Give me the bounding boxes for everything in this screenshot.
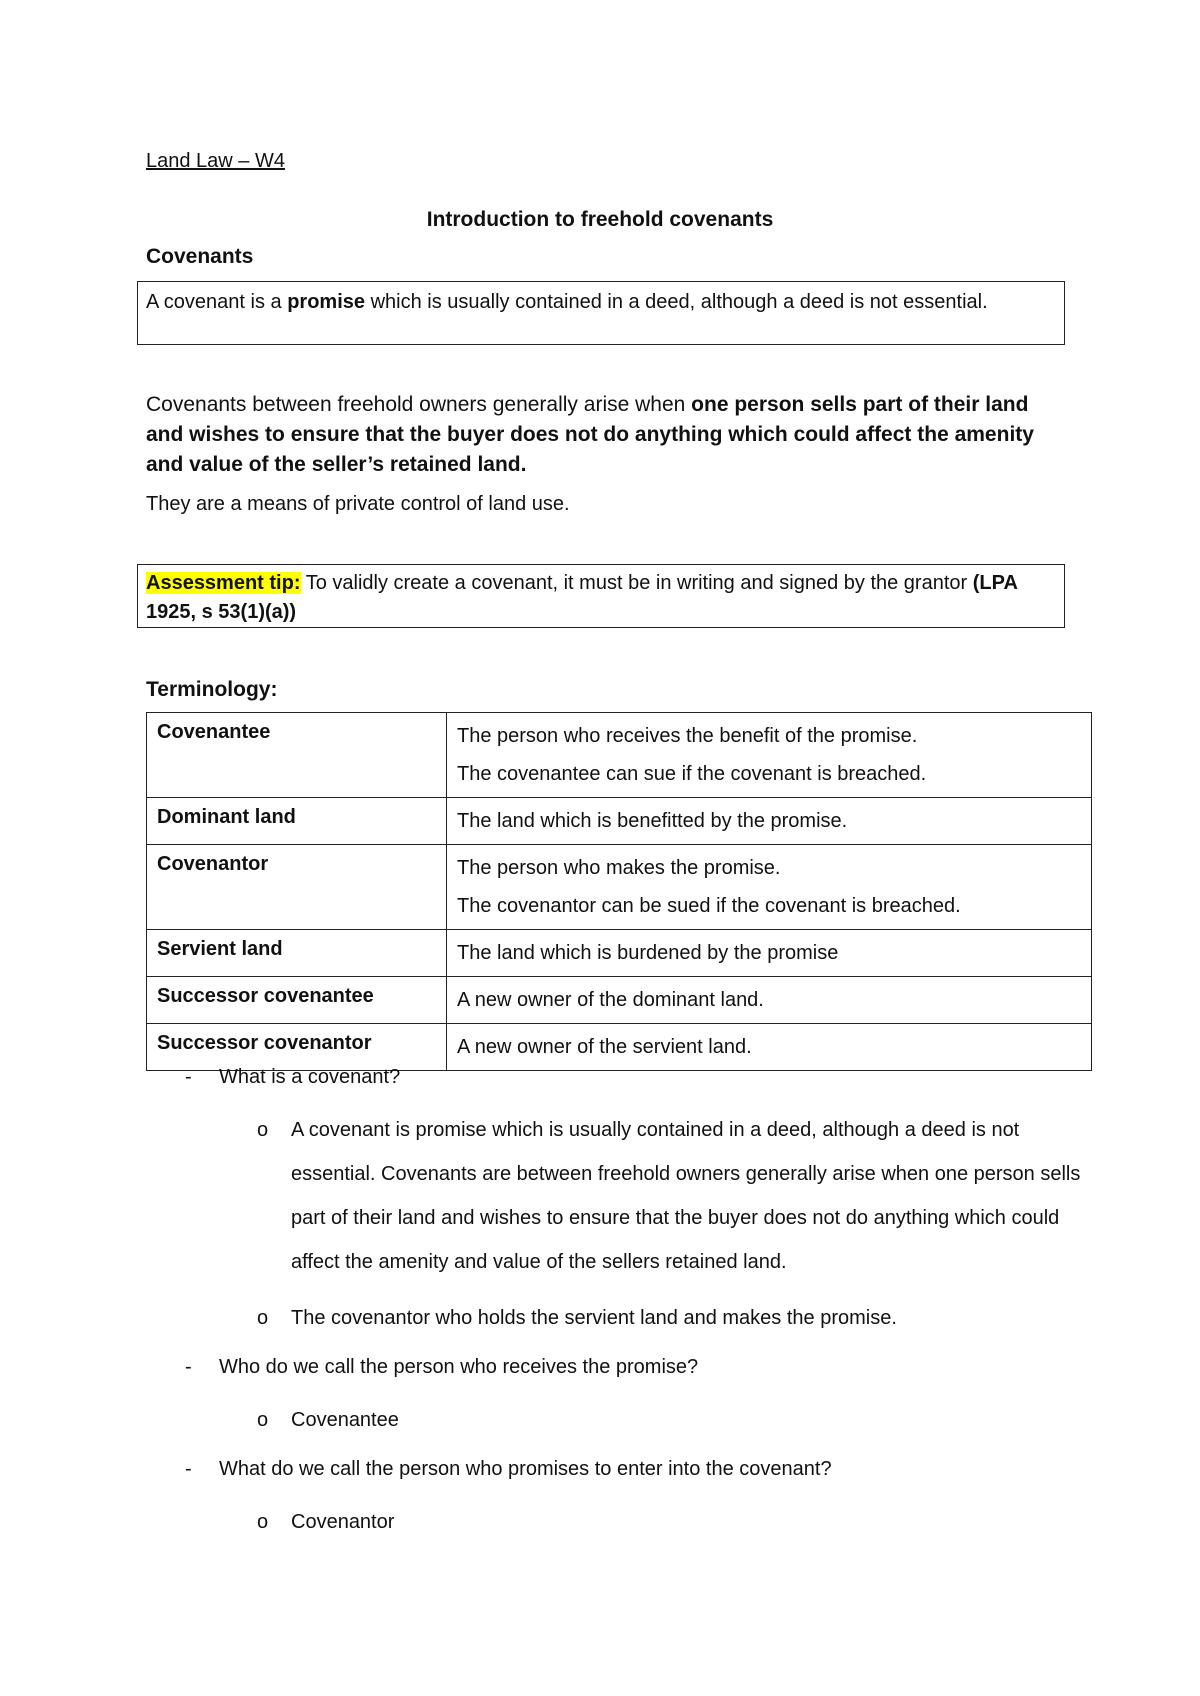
table-row (147, 798, 1092, 845)
answer-text: The covenantor who holds the servient land and makes the promise. (291, 1307, 897, 1329)
question-text: Who do we call the person who receives the promise? (219, 1356, 699, 1378)
assessment-tip-text: To validly create a covenant, it must be in writing and signed by the grantor (300, 572, 973, 594)
terminology-heading: Terminology: (146, 678, 278, 701)
term-cell: Successor covenantor (147, 1024, 447, 1071)
question-text: What is a covenant? (219, 1066, 401, 1088)
answer-text: Covenantee (291, 1409, 399, 1431)
paragraph-covenants-arise (146, 390, 1046, 480)
question-item (185, 1352, 1085, 1382)
definition-text-after: which is usually contained in a deed, although a deed is not essential. (365, 291, 988, 313)
page-title: Introduction to freehold covenants (426, 208, 774, 231)
answer-item (185, 1108, 1085, 1284)
definition-box (137, 281, 1065, 345)
definition-text-before: A covenant is a (146, 291, 288, 313)
circle-bullet-icon: o (257, 1307, 269, 1329)
term-cell: Successor covenantee (147, 977, 447, 1024)
question-text: What do we call the person who promises to enter into the covenant? (219, 1458, 832, 1480)
term-definition-line: The person who makes the promise. (457, 857, 781, 879)
dash-bullet-icon: - (185, 1458, 192, 1480)
question-item (185, 1454, 1085, 1484)
term-definition-line: The covenantee can sue if the covenant is breached. (457, 763, 927, 785)
term-definition-cell (447, 845, 1092, 930)
term-cell: Servient land (147, 930, 447, 977)
section-heading-covenants: Covenants (146, 245, 254, 268)
table-row (147, 845, 1092, 930)
circle-bullet-icon: o (257, 1409, 269, 1431)
term-definition-line: The land which is burdened by the promise (457, 942, 839, 964)
answer-text: A covenant is promise which is usually contained in a deed, although a deed is not essential. Covenants are between freehold owners generally arise when one person sells part of their land and wishes to ensure that the buyer does not do anything which could affect the amenity and value of the sellers retained land. (291, 1119, 1081, 1273)
term-cell: Dominant land (147, 798, 447, 845)
term-definition-cell (447, 930, 1092, 977)
circle-bullet-icon: o (257, 1119, 269, 1141)
assessment-tip-citation: (LPA 1925, s 53(1)(a)) (146, 572, 1018, 623)
circle-bullet-icon: o (257, 1511, 269, 1533)
terminology-table (146, 712, 1092, 1071)
term-definition-cell (447, 713, 1092, 798)
term-definition-line: The person who receives the benefit of the promise. (457, 725, 918, 747)
definition-bold-promise: promise (287, 291, 366, 313)
dash-bullet-icon: - (185, 1066, 192, 1088)
term-definition-cell (447, 977, 1092, 1024)
term-definition-line: A new owner of the servient land. (457, 1036, 752, 1058)
table-row (147, 930, 1092, 977)
term-cell: Covenantor (147, 845, 447, 930)
document-header: Land Law – W4 (146, 150, 285, 172)
paragraph1-bold: one person sells part of their land and wishes to ensure that the buyer does not do anything which could affect the amenity and value of the seller’s retained land. (146, 393, 1034, 476)
answer-item (185, 1398, 1085, 1442)
assessment-tip-label: Assessment tip: (146, 572, 301, 594)
term-definition-line: The land which is benefitted by the promise. (457, 810, 848, 832)
qa-list (185, 1062, 1085, 1556)
term-definition-cell (447, 798, 1092, 845)
question-item (185, 1062, 1085, 1092)
assessment-tip-box (137, 564, 1065, 628)
term-cell: Covenantee (147, 713, 447, 798)
table-row (147, 713, 1092, 798)
answer-item (185, 1500, 1085, 1544)
answer-text: Covenantor (291, 1511, 395, 1533)
table-row (147, 977, 1092, 1024)
answer-item (185, 1296, 1085, 1340)
term-definition-line: A new owner of the dominant land. (457, 989, 764, 1011)
paragraph1-text: Covenants between freehold owners generally arise when (146, 393, 692, 416)
term-definition-line: The covenantor can be sued if the covenant is breached. (457, 895, 961, 917)
dash-bullet-icon: - (185, 1356, 192, 1378)
paragraph-private-control: They are a means of private control of land use. (146, 493, 570, 515)
